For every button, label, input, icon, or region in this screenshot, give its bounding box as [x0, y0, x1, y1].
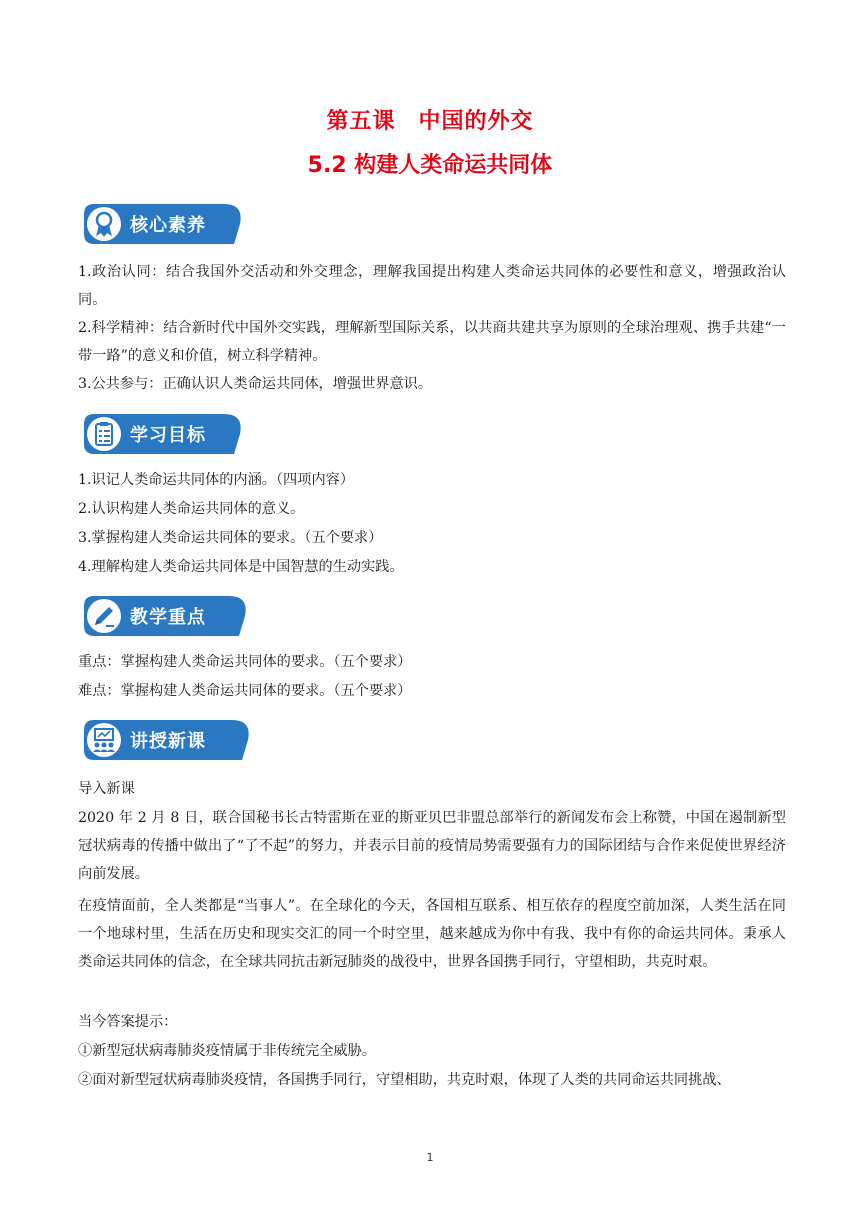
core-item-1: 1.政治认同：结合我国外交活动和外交理念，理解我国提出构建人类命运共同体的必要性和意义，增强政治认同。 — [78, 264, 786, 308]
pencil-icon — [86, 598, 122, 634]
lecture-paragraph-1: 2020 年 2 月 8 日，联合国秘书长古特雷斯在亚的斯亚贝巴非盟总部举行的新闻发布会上称赞，中国在遏制新型冠状病毒的传播中做出了“了不起”的努力，并表示目前的疫情局势需要强有力的国际团结与合作来促使世界经济向前发展。 — [78, 810, 786, 882]
banner-new-lesson — [84, 720, 252, 760]
answer-point-1: ①新型冠状病毒肺炎疫情属于非传统完全威胁。 — [78, 1043, 376, 1059]
goal-item-1: 1.识记人类命运共同体的内涵。（四项内容） — [78, 472, 355, 488]
presentation-icon — [86, 722, 122, 758]
award-icon — [86, 206, 122, 242]
focus-difficult-point: 难点：掌握构建人类命运共同体的要求。（五个要求） — [78, 683, 412, 699]
focus-key-point: 重点：掌握构建人类命运共同体的要求。（五个要求） — [78, 654, 412, 670]
banner-label: 教学重点 — [130, 607, 206, 628]
banner-core-literacy — [84, 204, 244, 244]
banner-label: 核心素养 — [130, 215, 206, 236]
section-title: 5.2 构建人类命运共同体 — [307, 153, 553, 178]
page-number: 1 — [426, 1151, 434, 1164]
banner-learning-goals — [84, 414, 244, 454]
goal-item-2: 2.认识构建人类命运共同体的意义。 — [78, 501, 305, 517]
answer-point-2: ②面对新型冠状病毒肺炎疫情，各国携手同行，守望相助，共克时艰，体现了人类的共同命运共同挑战、 — [78, 1072, 731, 1088]
banner-label: 讲授新课 — [130, 731, 206, 752]
lesson-title: 第五课 中国的外交 — [326, 109, 534, 134]
goal-item-4: 4.理解构建人类命运共同体是中国智慧的生动实践。 — [78, 559, 404, 575]
goal-item-3: 3.掌握构建人类命运共同体的要求。（五个要求） — [78, 530, 383, 546]
core-item-3: 3.公共参与：正确认识人类命运共同体，增强世界意识。 — [78, 376, 433, 392]
answer-hint-heading: 当今答案提示： — [78, 1014, 178, 1030]
lecture-paragraph-2: 在疫情面前，全人类都是“当事人”。在全球化的今天，各国相互联系、相互依存的程度空前加深，人类生活在同一个地球村里，生活在历史和现实交汇的同一个时空里，越来越成为你中有我、我中有你的命运共同体。秉承人类命运共同体的信念，在全球共同抗击新冠肺炎的战役中，世界各国携手同行，守望相助，共克时艰。 — [78, 898, 786, 970]
core-item-2: 2.科学精神：结合新时代中国外交实践，理解新型国际关系，以共商共建共享为原则的全球治理观、携手共建“一带一路”的意义和价值，树立科学精神。 — [78, 320, 786, 364]
banner-label: 学习目标 — [130, 425, 206, 446]
checklist-icon — [86, 416, 122, 452]
banner-teaching-focus — [84, 596, 249, 636]
intro-heading: 导入新课 — [78, 781, 135, 797]
